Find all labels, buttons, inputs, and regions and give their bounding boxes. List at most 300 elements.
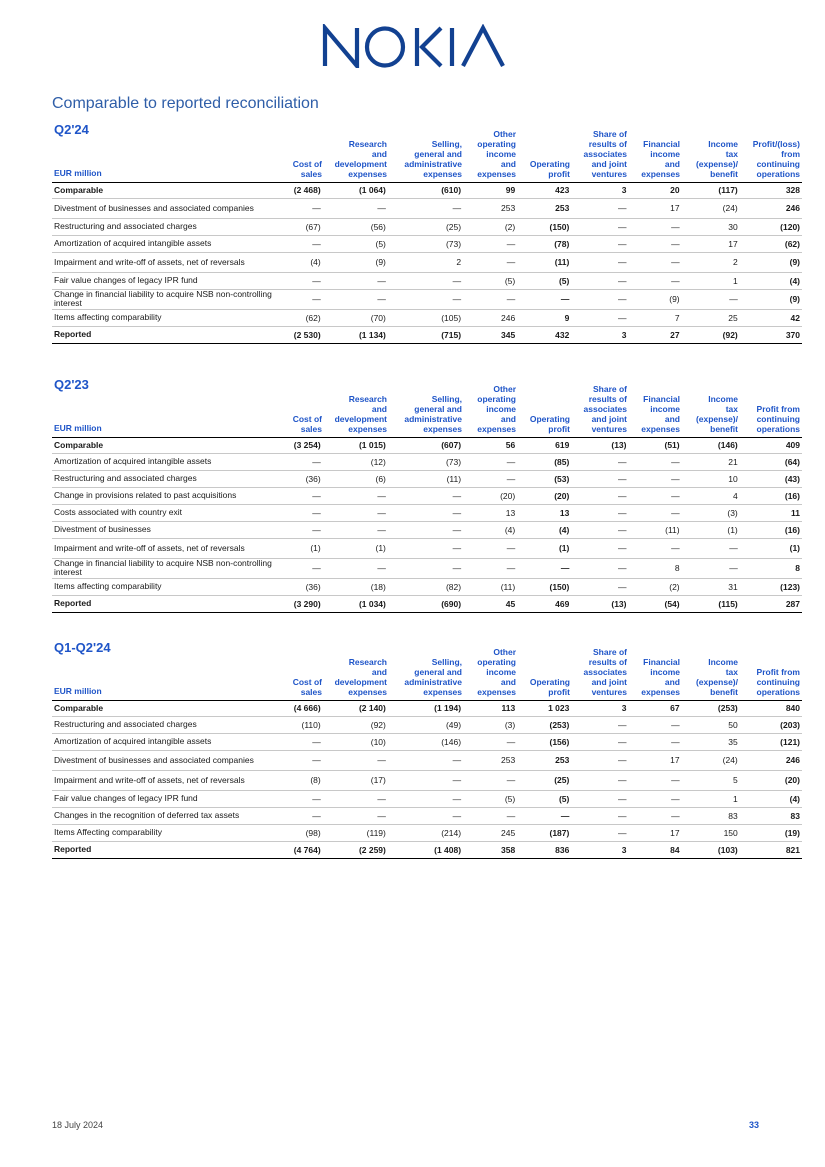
table-cell: (6) bbox=[323, 470, 388, 487]
table-cell: 10 bbox=[682, 470, 740, 487]
table-cell: (1 134) bbox=[323, 326, 388, 343]
table-cell: (1) bbox=[517, 538, 571, 558]
table-cell: — bbox=[323, 521, 388, 538]
table-cell: — bbox=[571, 521, 628, 538]
table-cell: 328 bbox=[740, 183, 802, 198]
row-label: Impairment and write-off of assets, net of reversals bbox=[52, 252, 275, 272]
table-cell: (150) bbox=[517, 578, 571, 595]
table-cell: — bbox=[628, 272, 681, 289]
table-cell: — bbox=[323, 807, 388, 824]
table-cell: — bbox=[571, 453, 628, 470]
row-label: Change in provisions related to past acquisitions bbox=[52, 487, 275, 504]
table-cell: (119) bbox=[323, 824, 388, 841]
table-cell: 3 bbox=[571, 326, 628, 343]
section-title: Q2'24 bbox=[54, 122, 89, 137]
table-cell: 3 bbox=[571, 183, 628, 198]
table-cell: — bbox=[275, 487, 323, 504]
unit-label: EUR million bbox=[54, 686, 102, 696]
table-row bbox=[52, 701, 802, 716]
table-cell: (67) bbox=[275, 218, 323, 235]
table-cell: — bbox=[571, 289, 628, 309]
reconciliation-table bbox=[52, 438, 802, 613]
table-cell: — bbox=[275, 272, 323, 289]
row-label: Reported bbox=[52, 326, 275, 343]
table-cell: — bbox=[275, 733, 323, 750]
table-cell: 17 bbox=[628, 824, 681, 841]
column-header: Share of results of associates and joint ventures bbox=[583, 647, 627, 697]
table-cell: — bbox=[571, 558, 628, 578]
table-cell: — bbox=[628, 453, 681, 470]
table-cell: 253 bbox=[517, 198, 571, 218]
table-cell: — bbox=[463, 235, 517, 252]
table-cell: 245 bbox=[463, 824, 517, 841]
table-cell: 150 bbox=[682, 824, 740, 841]
table-cell: 1 023 bbox=[517, 701, 571, 716]
table-cell: — bbox=[571, 252, 628, 272]
table-cell: 31 bbox=[682, 578, 740, 595]
table-cell: 469 bbox=[517, 595, 571, 612]
table-cell: 409 bbox=[740, 438, 802, 453]
table-cell: 35 bbox=[682, 733, 740, 750]
table-cell: — bbox=[628, 487, 681, 504]
table-cell: — bbox=[323, 289, 388, 309]
column-header: Operating profit bbox=[529, 159, 570, 179]
table-row bbox=[52, 272, 802, 289]
table-cell: (9) bbox=[628, 289, 681, 309]
table-cell: 56 bbox=[463, 438, 517, 453]
table-cell: — bbox=[628, 252, 681, 272]
table-cell: (5) bbox=[463, 790, 517, 807]
table-cell: — bbox=[323, 198, 388, 218]
table-cell: — bbox=[388, 770, 463, 790]
table-cell: — bbox=[571, 790, 628, 807]
table-cell: — bbox=[323, 504, 388, 521]
table-cell: (56) bbox=[323, 218, 388, 235]
table-cell: 821 bbox=[740, 841, 802, 858]
table-cell: (62) bbox=[275, 309, 323, 326]
table-cell: — bbox=[463, 470, 517, 487]
table-cell: — bbox=[571, 770, 628, 790]
table-cell: — bbox=[628, 538, 681, 558]
table-cell: 840 bbox=[740, 701, 802, 716]
table-cell: 253 bbox=[517, 750, 571, 770]
table-cell: (19) bbox=[740, 824, 802, 841]
table-cell: (16) bbox=[740, 487, 802, 504]
table-cell: 84 bbox=[628, 841, 681, 858]
table-cell: 99 bbox=[463, 183, 517, 198]
table-cell: (85) bbox=[517, 453, 571, 470]
table-cell: (4) bbox=[517, 521, 571, 538]
column-header: Other operating income and expenses bbox=[477, 647, 516, 697]
table-cell: (1) bbox=[275, 538, 323, 558]
table-cell: (73) bbox=[388, 235, 463, 252]
table-cell: (1) bbox=[740, 538, 802, 558]
column-header: Research and development expenses bbox=[334, 394, 387, 434]
table-cell: (1 034) bbox=[323, 595, 388, 612]
table-cell: — bbox=[323, 750, 388, 770]
table-cell: (20) bbox=[740, 770, 802, 790]
table-cell: (690) bbox=[388, 595, 463, 612]
table-cell: 42 bbox=[740, 309, 802, 326]
table-cell: (120) bbox=[740, 218, 802, 235]
table-cell: 8 bbox=[628, 558, 681, 578]
table-cell: — bbox=[463, 733, 517, 750]
table-cell: 432 bbox=[517, 326, 571, 343]
table-cell: (9) bbox=[323, 252, 388, 272]
table-cell: — bbox=[628, 218, 681, 235]
row-label: Comparable bbox=[52, 183, 275, 198]
table-cell: (54) bbox=[628, 595, 681, 612]
table-cell: (16) bbox=[740, 521, 802, 538]
table-cell: (117) bbox=[682, 183, 740, 198]
table-cell: (4) bbox=[740, 272, 802, 289]
table-cell: (146) bbox=[682, 438, 740, 453]
table-row bbox=[52, 218, 802, 235]
table-cell: (11) bbox=[388, 470, 463, 487]
table-cell: 1 bbox=[682, 272, 740, 289]
page-title: Comparable to reported reconciliation bbox=[52, 95, 319, 112]
table-cell: — bbox=[571, 487, 628, 504]
table-row bbox=[52, 438, 802, 453]
table-cell: (607) bbox=[388, 438, 463, 453]
table-cell: — bbox=[517, 558, 571, 578]
table-cell: — bbox=[628, 235, 681, 252]
table-row bbox=[52, 716, 802, 733]
table-cell: — bbox=[275, 750, 323, 770]
row-label: Fair value changes of legacy IPR fund bbox=[52, 790, 275, 807]
table-cell: 21 bbox=[682, 453, 740, 470]
table-cell: — bbox=[275, 807, 323, 824]
table-cell: 20 bbox=[628, 183, 681, 198]
table-cell: 246 bbox=[463, 309, 517, 326]
table-cell: (8) bbox=[275, 770, 323, 790]
table-cell: (11) bbox=[628, 521, 681, 538]
table-cell: (9) bbox=[740, 252, 802, 272]
table-cell: (5) bbox=[517, 790, 571, 807]
row-label: Changes in the recognition of deferred tax assets bbox=[52, 807, 275, 824]
table-cell: — bbox=[463, 538, 517, 558]
table-cell: (2 468) bbox=[275, 183, 323, 198]
column-header: Cost of sales bbox=[292, 414, 322, 434]
table-cell: — bbox=[628, 733, 681, 750]
table-cell: (103) bbox=[682, 841, 740, 858]
table-cell: 246 bbox=[740, 750, 802, 770]
table-cell: (11) bbox=[463, 578, 517, 595]
page-number: 33 bbox=[749, 1120, 760, 1130]
table-cell: (62) bbox=[740, 235, 802, 252]
table-row bbox=[52, 326, 802, 343]
column-header: Cost of sales bbox=[292, 159, 322, 179]
row-label: Divestment of businesses and associated companies bbox=[52, 198, 275, 218]
table-cell: (20) bbox=[517, 487, 571, 504]
table-cell: — bbox=[571, 716, 628, 733]
row-label: Items Affecting comparability bbox=[52, 824, 275, 841]
table-cell: — bbox=[275, 289, 323, 309]
table-cell: — bbox=[571, 235, 628, 252]
table-cell: 1 bbox=[682, 790, 740, 807]
table-cell: (9) bbox=[740, 289, 802, 309]
table-cell: — bbox=[323, 487, 388, 504]
table-cell: (156) bbox=[517, 733, 571, 750]
table-cell: 13 bbox=[463, 504, 517, 521]
table-cell: — bbox=[571, 733, 628, 750]
table-cell: (18) bbox=[323, 578, 388, 595]
table-cell: — bbox=[388, 750, 463, 770]
table-cell: (203) bbox=[740, 716, 802, 733]
column-header: Income tax (expense)/ benefit bbox=[695, 139, 738, 179]
footer-date: 18 July 2024 bbox=[52, 1120, 104, 1130]
column-header: Profit from continuing operations bbox=[756, 667, 800, 697]
table-cell: (78) bbox=[517, 235, 571, 252]
table-cell: — bbox=[571, 309, 628, 326]
row-label: Divestment of businesses and associated companies bbox=[52, 750, 275, 770]
table-cell: 4 bbox=[682, 487, 740, 504]
table-cell: — bbox=[571, 750, 628, 770]
row-label: Restructuring and associated charges bbox=[52, 218, 275, 235]
table-cell: (82) bbox=[388, 578, 463, 595]
column-header: Research and development expenses bbox=[334, 139, 387, 179]
table-row bbox=[52, 289, 802, 309]
table-cell: — bbox=[682, 289, 740, 309]
table-cell: — bbox=[275, 790, 323, 807]
table-cell: 45 bbox=[463, 595, 517, 612]
table-row bbox=[52, 235, 802, 252]
row-label: Impairment and write-off of assets, net of reversals bbox=[52, 538, 275, 558]
column-header: Share of results of associates and joint ventures bbox=[583, 129, 627, 179]
table-cell: 83 bbox=[740, 807, 802, 824]
table-cell: 5 bbox=[682, 770, 740, 790]
table-cell: (43) bbox=[740, 470, 802, 487]
table-cell: — bbox=[571, 218, 628, 235]
table-cell: (214) bbox=[388, 824, 463, 841]
table-cell: (92) bbox=[323, 716, 388, 733]
table-cell: — bbox=[275, 198, 323, 218]
table-row bbox=[52, 733, 802, 750]
table-cell: 67 bbox=[628, 701, 681, 716]
row-label: Comparable bbox=[52, 438, 275, 453]
table-row bbox=[52, 521, 802, 538]
table-cell: — bbox=[388, 538, 463, 558]
table-cell: — bbox=[275, 235, 323, 252]
table-cell: (24) bbox=[682, 750, 740, 770]
column-header: Profit/(loss) from continuing operations bbox=[752, 139, 800, 179]
table-cell: — bbox=[463, 252, 517, 272]
column-header: Operating profit bbox=[529, 414, 570, 434]
unit-label: EUR million bbox=[54, 423, 102, 433]
table-cell: 13 bbox=[517, 504, 571, 521]
table-cell: (5) bbox=[517, 272, 571, 289]
table-cell: 27 bbox=[628, 326, 681, 343]
table-cell: — bbox=[388, 790, 463, 807]
table-cell: — bbox=[275, 453, 323, 470]
table-cell: (146) bbox=[388, 733, 463, 750]
table-cell: (105) bbox=[388, 309, 463, 326]
table-cell: 619 bbox=[517, 438, 571, 453]
column-header: Selling, general and administrative expenses bbox=[404, 394, 462, 434]
table-cell: (3) bbox=[463, 716, 517, 733]
row-label: Impairment and write-off of assets, net of reversals bbox=[52, 770, 275, 790]
table-row bbox=[52, 487, 802, 504]
nokia-logo bbox=[321, 24, 511, 68]
table-cell: (92) bbox=[682, 326, 740, 343]
row-label: Restructuring and associated charges bbox=[52, 470, 275, 487]
table-cell: (10) bbox=[323, 733, 388, 750]
table-cell: — bbox=[463, 289, 517, 309]
table-cell: — bbox=[682, 538, 740, 558]
column-header: Research and development expenses bbox=[334, 657, 387, 697]
table-cell: (17) bbox=[323, 770, 388, 790]
row-label: Costs associated with country exit bbox=[52, 504, 275, 521]
table-cell: 2 bbox=[682, 252, 740, 272]
table-cell: (2 140) bbox=[323, 701, 388, 716]
table-cell: — bbox=[517, 807, 571, 824]
table-cell: — bbox=[388, 504, 463, 521]
table-cell: (73) bbox=[388, 453, 463, 470]
table-cell: — bbox=[628, 770, 681, 790]
table-row bbox=[52, 252, 802, 272]
row-label: Amortization of acquired intangible assets bbox=[52, 733, 275, 750]
table-cell: 17 bbox=[628, 198, 681, 218]
column-header: Cost of sales bbox=[292, 677, 322, 697]
table-cell: (36) bbox=[275, 578, 323, 595]
row-label: Restructuring and associated charges bbox=[52, 716, 275, 733]
table-cell: (150) bbox=[517, 218, 571, 235]
table-cell: 50 bbox=[682, 716, 740, 733]
table-cell: (53) bbox=[517, 470, 571, 487]
table-cell: 423 bbox=[517, 183, 571, 198]
table-cell: — bbox=[388, 272, 463, 289]
table-cell: — bbox=[275, 504, 323, 521]
table-cell: (610) bbox=[388, 183, 463, 198]
table-cell: — bbox=[388, 521, 463, 538]
table-cell: — bbox=[463, 558, 517, 578]
table-cell: 83 bbox=[682, 807, 740, 824]
table-cell: — bbox=[571, 198, 628, 218]
column-header: Operating profit bbox=[529, 677, 570, 697]
table-row bbox=[52, 309, 802, 326]
table-cell: 30 bbox=[682, 218, 740, 235]
table-cell: (4) bbox=[740, 790, 802, 807]
table-cell: (25) bbox=[517, 770, 571, 790]
table-cell: (51) bbox=[628, 438, 681, 453]
table-cell: — bbox=[571, 504, 628, 521]
reconciliation-table bbox=[52, 183, 802, 344]
table-cell: 358 bbox=[463, 841, 517, 858]
table-cell: — bbox=[323, 790, 388, 807]
table-cell: 370 bbox=[740, 326, 802, 343]
table-cell: (3 254) bbox=[275, 438, 323, 453]
table-cell: (4 666) bbox=[275, 701, 323, 716]
table-cell: (110) bbox=[275, 716, 323, 733]
table-cell: (1) bbox=[323, 538, 388, 558]
table-cell: — bbox=[571, 578, 628, 595]
table-cell: — bbox=[682, 558, 740, 578]
table-cell: 253 bbox=[463, 750, 517, 770]
table-cell: — bbox=[388, 558, 463, 578]
table-row bbox=[52, 770, 802, 790]
column-header: Income tax (expense)/ benefit bbox=[695, 657, 738, 697]
table-cell: — bbox=[463, 453, 517, 470]
table-row bbox=[52, 790, 802, 807]
row-label: Amortization of acquired intangible assets bbox=[52, 235, 275, 252]
table-cell: — bbox=[323, 558, 388, 578]
table-cell: — bbox=[463, 770, 517, 790]
column-header: Income tax (expense)/ benefit bbox=[695, 394, 738, 434]
table-cell: 345 bbox=[463, 326, 517, 343]
table-cell: 836 bbox=[517, 841, 571, 858]
row-label: Items affecting comparability bbox=[52, 309, 275, 326]
row-label: Change in financial liability to acquire NSB non-controlling interest bbox=[52, 558, 275, 578]
table-row bbox=[52, 750, 802, 770]
table-cell: 246 bbox=[740, 198, 802, 218]
table-cell: — bbox=[517, 289, 571, 309]
table-cell: (3 290) bbox=[275, 595, 323, 612]
table-row bbox=[52, 538, 802, 558]
table-cell: (4) bbox=[463, 521, 517, 538]
row-label: Divestment of businesses bbox=[52, 521, 275, 538]
table-cell: (1 064) bbox=[323, 183, 388, 198]
column-header: Selling, general and administrative expenses bbox=[404, 657, 462, 697]
table-cell: 17 bbox=[628, 750, 681, 770]
table-cell: — bbox=[628, 790, 681, 807]
table-cell: (2) bbox=[628, 578, 681, 595]
table-cell: — bbox=[388, 198, 463, 218]
table-cell: 3 bbox=[571, 701, 628, 716]
table-cell: — bbox=[463, 807, 517, 824]
table-row bbox=[52, 807, 802, 824]
table-row bbox=[52, 183, 802, 198]
section-title: Q2'23 bbox=[54, 377, 89, 392]
table-cell: (2) bbox=[463, 218, 517, 235]
table-cell: 2 bbox=[388, 252, 463, 272]
table-row bbox=[52, 198, 802, 218]
table-cell: (715) bbox=[388, 326, 463, 343]
table-cell: (12) bbox=[323, 453, 388, 470]
row-label: Items affecting comparability bbox=[52, 578, 275, 595]
table-cell: (253) bbox=[682, 701, 740, 716]
table-cell: — bbox=[571, 470, 628, 487]
table-cell: 8 bbox=[740, 558, 802, 578]
table-cell: (64) bbox=[740, 453, 802, 470]
table-cell: — bbox=[628, 716, 681, 733]
table-cell: (20) bbox=[463, 487, 517, 504]
table-cell: (253) bbox=[517, 716, 571, 733]
unit-label: EUR million bbox=[54, 168, 102, 178]
table-cell: 287 bbox=[740, 595, 802, 612]
table-cell: — bbox=[571, 807, 628, 824]
row-label: Fair value changes of legacy IPR fund bbox=[52, 272, 275, 289]
table-cell: — bbox=[571, 824, 628, 841]
table-cell: (3) bbox=[682, 504, 740, 521]
table-cell: 7 bbox=[628, 309, 681, 326]
table-cell: (49) bbox=[388, 716, 463, 733]
table-row bbox=[52, 824, 802, 841]
table-cell: (70) bbox=[323, 309, 388, 326]
table-cell: — bbox=[628, 470, 681, 487]
table-row bbox=[52, 558, 802, 578]
row-label: Amortization of acquired intangible assets bbox=[52, 453, 275, 470]
table-cell: (4) bbox=[275, 252, 323, 272]
table-cell: — bbox=[323, 272, 388, 289]
table-cell: (11) bbox=[517, 252, 571, 272]
table-row bbox=[52, 504, 802, 521]
row-label: Reported bbox=[52, 841, 275, 858]
table-cell: 17 bbox=[682, 235, 740, 252]
table-row bbox=[52, 595, 802, 612]
reconciliation-table bbox=[52, 701, 802, 859]
table-cell: (5) bbox=[463, 272, 517, 289]
table-cell: — bbox=[628, 807, 681, 824]
